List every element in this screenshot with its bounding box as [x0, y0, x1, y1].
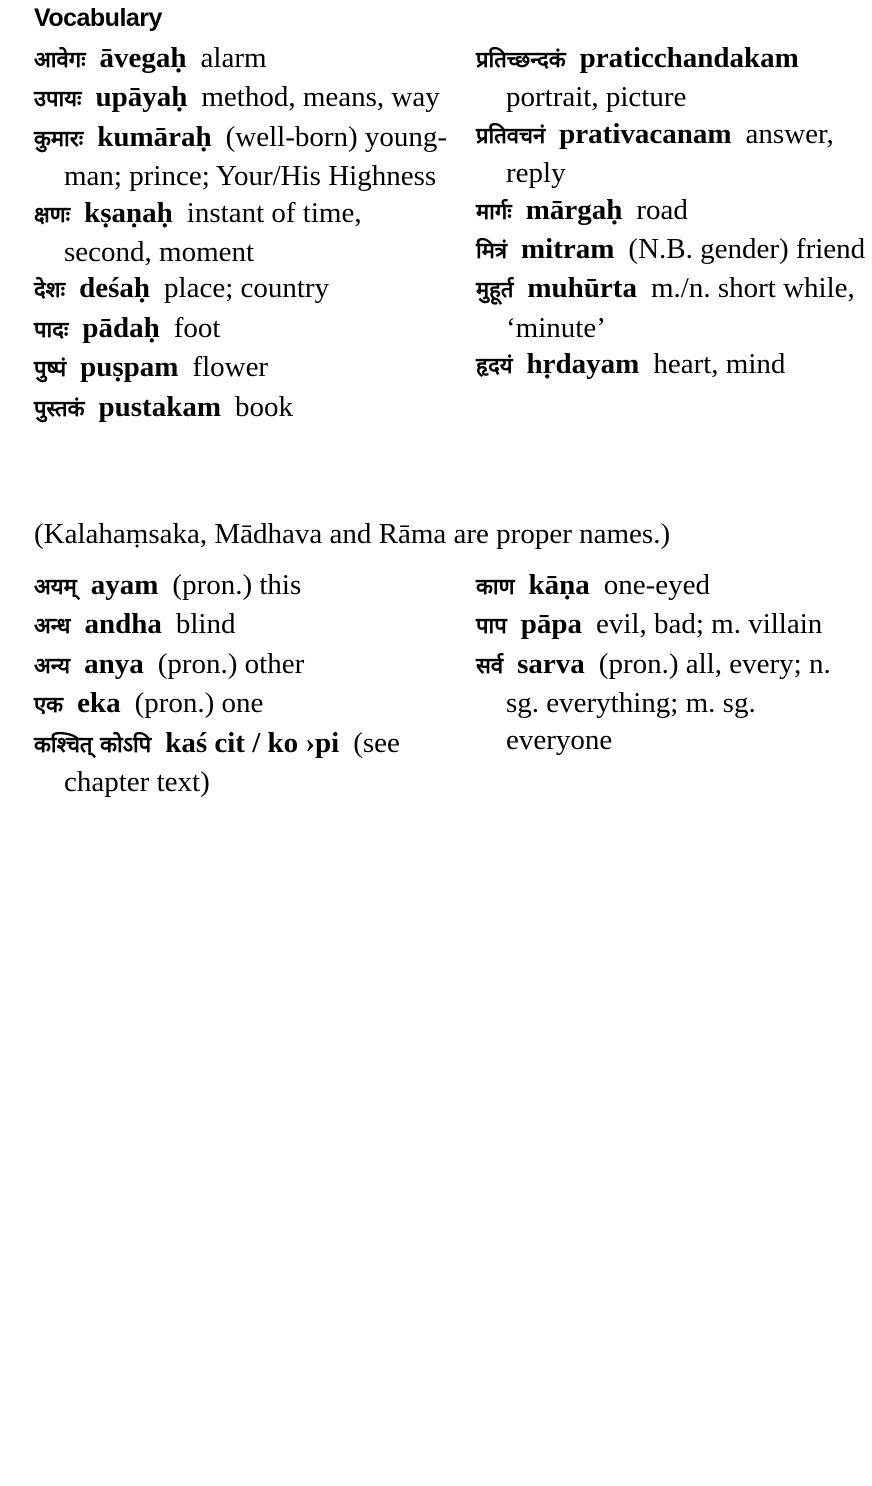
definition: (see chapter text) — [64, 726, 400, 799]
definition: blind — [175, 608, 236, 641]
vocab-entry — [34, 40, 454, 79]
transliteration: āvegaḥ — [99, 42, 187, 74]
transliteration: mārgaḥ — [525, 193, 623, 226]
devanagari-term: आवेगः — [34, 48, 86, 73]
vocab-entry — [476, 567, 868, 606]
transliteration: andha — [84, 608, 162, 641]
devanagari-term: एक — [34, 693, 64, 719]
transliteration: sarva — [517, 647, 585, 680]
vocab-entry — [476, 270, 868, 346]
definition: portrait, picture — [506, 81, 687, 114]
transliteration: kṣaṇaḥ — [84, 196, 173, 229]
vocab-entry — [34, 567, 454, 606]
definition: instant of time, second, moment — [64, 196, 362, 269]
vocab-entry — [34, 79, 454, 118]
transliteration: prativacanam — [559, 117, 732, 150]
devanagari-term: हृदयं — [476, 354, 513, 380]
definition: (N.B. gender) friend — [628, 233, 866, 266]
devanagari-term: देशः — [34, 278, 66, 304]
transliteration: kumāraḥ — [97, 120, 212, 153]
vocab-entry — [34, 195, 454, 271]
vocab-entry — [34, 389, 454, 428]
devanagari-term: प्रतिवचनं — [476, 123, 546, 149]
vocab-entry — [34, 646, 454, 685]
transliteration: mitram — [521, 233, 615, 266]
definition: book — [235, 390, 293, 423]
pronoun-column-left — [34, 567, 454, 800]
devanagari-term: अन्ध — [34, 614, 71, 640]
vocab-entry — [34, 685, 454, 724]
vocab-entry — [34, 349, 454, 388]
vocab-entry — [476, 40, 868, 116]
vocab-entry — [476, 231, 868, 270]
vocab-entry — [34, 270, 454, 309]
definition: flower — [192, 351, 269, 384]
definition: (well-born) young-man; prince; Your/His Highness — [64, 120, 448, 193]
transliteration: deśaḥ — [79, 272, 151, 305]
transliteration: pāpa — [520, 608, 582, 641]
transliteration: upāyaḥ — [95, 81, 188, 114]
transliteration: puṣpam — [80, 351, 179, 384]
definition: heart, mind — [653, 348, 786, 381]
transliteration: kaś cit / ko ›pi — [165, 726, 340, 759]
vocab-entry — [476, 346, 868, 385]
vocab-entry — [476, 606, 868, 645]
devanagari-term: पुष्पं — [34, 357, 67, 383]
devanagari-term: अयम् — [34, 575, 77, 600]
vocabulary-heading: Vocabulary — [34, 4, 162, 32]
devanagari-term: अन्य — [34, 653, 71, 679]
devanagari-term: पादः — [34, 317, 69, 343]
definition: foot — [173, 311, 221, 344]
devanagari-term: प्रतिच्छन्दकं — [476, 48, 566, 73]
transliteration: pustakam — [98, 390, 221, 423]
definition: place; country — [164, 272, 330, 305]
transliteration: kāṇa — [528, 569, 590, 601]
definition: m./n. short while, ‘minute’ — [506, 272, 855, 344]
vocab-entry — [34, 725, 454, 801]
vocab-entry — [476, 646, 868, 758]
devanagari-term: उपायः — [34, 87, 82, 113]
vocab-entry — [34, 310, 454, 349]
vocab-entry — [34, 606, 454, 645]
definition: (pron.) other — [157, 647, 305, 680]
vocab-column-right — [476, 40, 868, 386]
devanagari-term: कुमारः — [34, 126, 84, 152]
devanagari-term: मुहूर्त — [476, 278, 514, 304]
devanagari-term: मित्रं — [476, 239, 507, 265]
transliteration: muhūrta — [527, 272, 637, 305]
pronoun-column-right — [476, 567, 868, 758]
proper-names-note: (Kalahaṃsaka, Mādhava and Rāma are proper names.) — [34, 518, 671, 550]
transliteration: praticchandakam — [579, 42, 799, 74]
devanagari-term: सर्व — [476, 653, 504, 679]
definition: (pron.) all, every; n. sg. everything; m. sg. everyone — [506, 647, 831, 756]
definition: method, means, way — [201, 81, 440, 114]
transliteration: hṛdayam — [526, 348, 640, 381]
definition: evil, bad; m. villain — [595, 608, 823, 641]
devanagari-term: पाप — [476, 614, 507, 640]
devanagari-term: क्षणः — [34, 202, 71, 228]
vocab-entry — [34, 119, 454, 195]
definition: (pron.) one — [134, 687, 264, 720]
definition: alarm — [200, 42, 267, 74]
transliteration: anya — [84, 647, 144, 680]
definition: (pron.) this — [172, 569, 302, 601]
devanagari-term: मार्गः — [476, 199, 512, 225]
definition: one-eyed — [603, 569, 711, 601]
vocab-entry — [476, 192, 868, 231]
transliteration: pādaḥ — [82, 311, 160, 344]
definition: road — [636, 193, 688, 226]
definition: answer, reply — [506, 117, 834, 190]
devanagari-term: कश्चित् कोऽपि — [34, 732, 152, 758]
transliteration: ayam — [90, 569, 159, 601]
devanagari-term: पुस्तकं — [34, 396, 85, 422]
transliteration: eka — [77, 687, 121, 720]
vocab-column-left — [34, 40, 454, 428]
devanagari-term: काण — [476, 575, 515, 600]
vocab-entry — [476, 116, 868, 192]
